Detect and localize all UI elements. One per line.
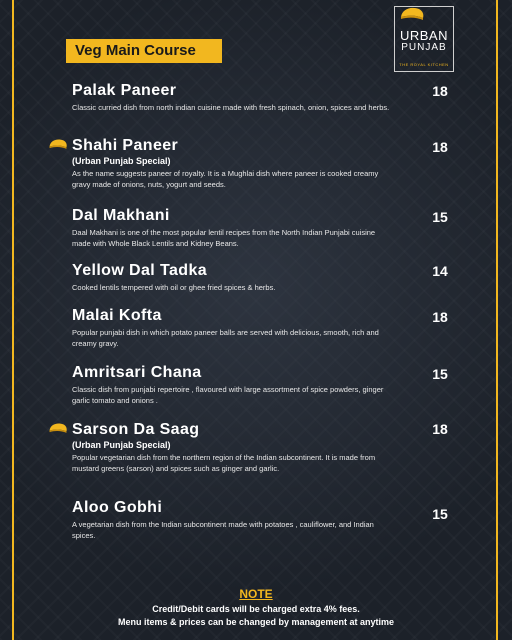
logo-line2: PUNJAB xyxy=(401,42,447,53)
item-price: 15 xyxy=(432,366,448,382)
item-price: 15 xyxy=(432,506,448,522)
item-name: Shahi Paneer xyxy=(72,137,179,154)
brand-logo xyxy=(394,6,454,72)
item-name: Yellow Dal Tadka xyxy=(72,262,208,279)
item-description: Cooked lentils tempered with oil or ghee fried spices & herbs. xyxy=(72,283,276,292)
menu-item xyxy=(72,364,392,406)
menu-item xyxy=(72,262,392,293)
item-price: 15 xyxy=(432,209,448,225)
item-name: Palak Paneer xyxy=(72,82,177,99)
note-title: NOTE xyxy=(239,587,273,601)
item-price: 18 xyxy=(432,309,448,325)
note-line: Credit/Debit cards will be charged extra 4% fees. xyxy=(152,604,360,614)
item-description: Classic dish from punjabi repertoire , flavoured with large assortment of spice powders, ginger garlic tomato and onions . xyxy=(72,385,384,405)
item-name: Malai Kofta xyxy=(72,307,162,324)
item-description: A vegetarian dish from the Indian subcontinent made with potatoes , cauliflower, and Indian spices. xyxy=(72,520,374,540)
turban-icon xyxy=(48,137,68,153)
turban-icon xyxy=(399,5,425,25)
item-description: Popular punjabi dish in which potato paneer balls are served with delicious, smooth, rich and creamy gravy. xyxy=(72,328,379,348)
logo-line1: URBAN xyxy=(399,28,448,43)
item-name: Amritsari Chana xyxy=(72,364,202,381)
section-title: Veg Main Course xyxy=(66,39,222,63)
item-price: 18 xyxy=(432,83,448,99)
item-description: Popular vegetarian dish from the northern region of the Indian subcontinent. It is made from mustard greens (sarson) and spices such as ginger and garlic. xyxy=(72,453,376,473)
item-description: Classic curried dish from north indian cuisine made with fresh spinach, onion, spices and herbs. xyxy=(72,103,390,112)
menu-item xyxy=(72,499,392,541)
item-subtitle: (Urban Punjab Special) xyxy=(72,440,171,450)
right-gold-border xyxy=(496,0,498,640)
logo-tagline: THE ROYAL KITCHEN xyxy=(399,62,449,67)
item-price: 18 xyxy=(432,139,448,155)
item-price: 18 xyxy=(432,421,448,437)
item-subtitle: (Urban Punjab Special) xyxy=(72,156,171,166)
item-description: As the name suggests paneer of royalty. It is a Mughlai dish where paneer is cooked creamy gravy made of onions, nuts, yogurt and seeds. xyxy=(72,169,379,189)
menu-item xyxy=(72,421,392,474)
menu-item xyxy=(72,82,392,113)
item-name: Dal Makhani xyxy=(72,207,170,224)
item-name: Sarson Da Saag xyxy=(72,421,200,438)
menu-item xyxy=(72,307,392,349)
note-line: Menu items & prices can be changed by management at anytime xyxy=(117,617,395,627)
item-description: Daal Makhani is one of the most popular lentil recipes from the North Indian Punjabi cuisine made with Whole Black Lentils and Kidney Beans. xyxy=(72,228,376,248)
item-price: 14 xyxy=(432,263,448,279)
turban-icon xyxy=(48,421,68,437)
menu-item xyxy=(72,137,392,190)
left-gold-border xyxy=(12,0,14,640)
item-name: Aloo Gobhi xyxy=(72,499,163,516)
menu-item xyxy=(72,207,392,249)
